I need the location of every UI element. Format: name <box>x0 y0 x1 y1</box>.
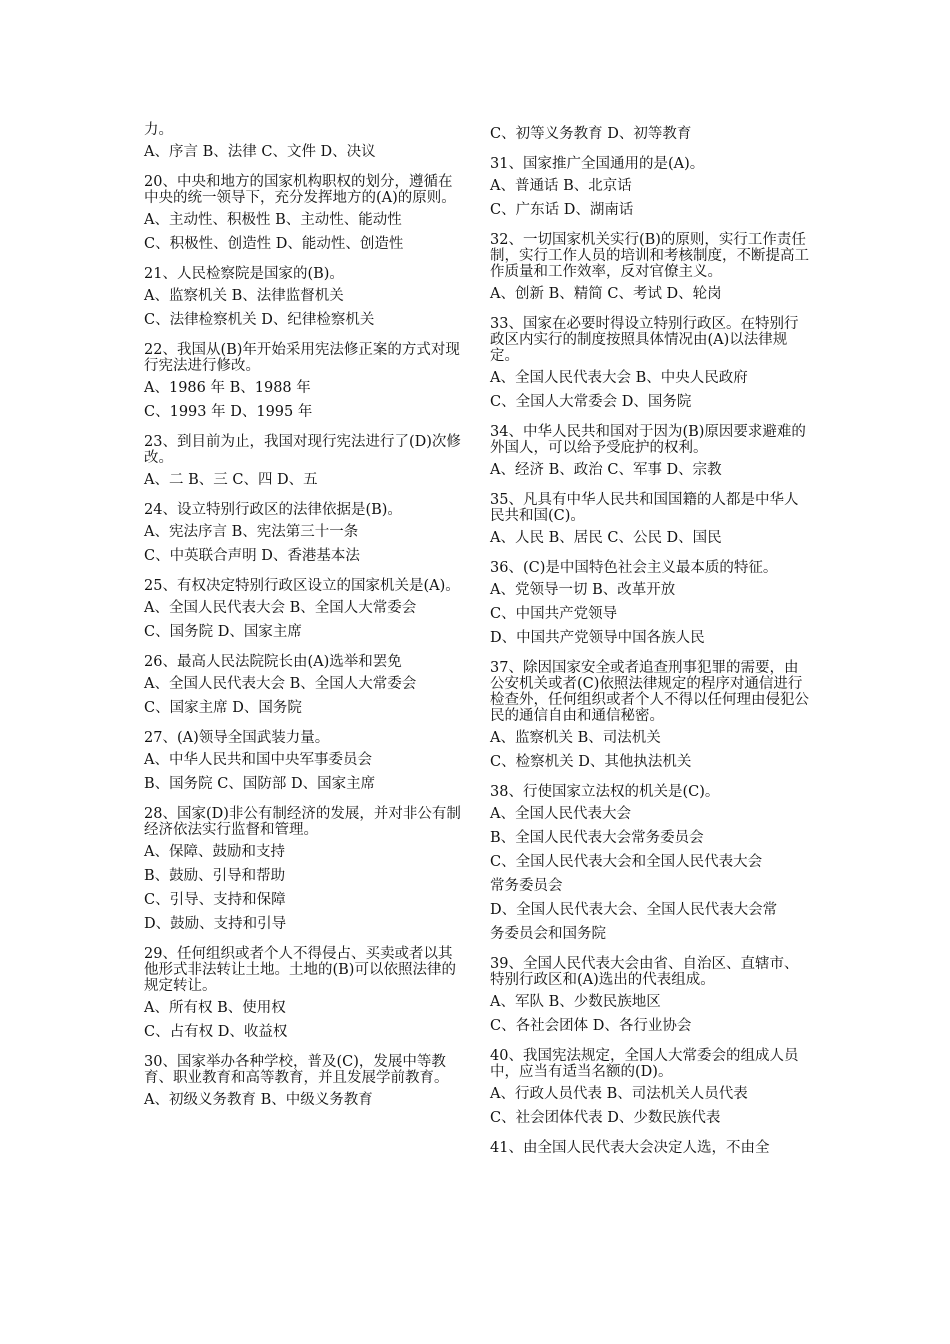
answer-options: A、全国人民代表大会 B、全国人大常委会 <box>144 676 417 692</box>
answer-options: C、检察机关 D、其他执法机关 <box>490 754 692 770</box>
answer-options: C、社会团体代表 D、少数民族代表 <box>490 1110 721 1126</box>
answer-options: 务委员会和国务院 <box>490 926 606 942</box>
question-text: 29、任何组织或者个人不得侵占、买卖或者以其他形式非法转让土地。土地的(B)可以依照法律的规定转让。 <box>144 946 456 994</box>
question-text: 33、国家在必要时得设立特别行政区。在特别行政区内实行的制度按照具体情况由(A)以法律规定。 <box>490 316 799 364</box>
answer-options: A、全国人民代表大会 B、全国人大常委会 <box>144 600 417 616</box>
answer-options: A、中华人民共和国中央军事委员会 <box>144 752 372 768</box>
question-text: 25、有权决定特别行政区设立的国家机关是(A)。 <box>144 578 460 594</box>
answer-options: A、1986 年 B、1988 年 <box>144 380 311 396</box>
answer-options: A、宪法序言 B、宪法第三十一条 <box>144 524 359 540</box>
answer-options: B、鼓励、引导和帮助 <box>144 868 286 884</box>
question-text: 26、最高人民法院院长由(A)选举和罢免 <box>144 654 402 670</box>
answer-options: A、人民 B、居民 C、公民 D、国民 <box>490 530 722 546</box>
question-text: 36、(C)是中国特色社会主义最本质的特征。 <box>490 560 778 576</box>
answer-options: A、保障、鼓励和支持 <box>144 844 285 860</box>
answer-options: C、全国人民代表大会和全国人民代表大会 <box>490 854 763 870</box>
answer-options: A、所有权 B、使用权 <box>144 1000 286 1016</box>
answer-options: C、中国共产党领导 <box>490 606 618 622</box>
left-column <box>144 122 466 1110</box>
answer-options: C、国务院 D、国家主席 <box>144 624 302 640</box>
answer-options: C、广东话 D、湖南话 <box>490 202 634 218</box>
question-text: 力。 <box>144 122 173 138</box>
question-text: 40、我国宪法规定，全国人大常委会的组成人员中，应当有适当名额的(D)。 <box>490 1048 799 1080</box>
answer-options: B、国务院 C、国防部 D、国家主席 <box>144 776 376 792</box>
answer-options: A、序言 B、法律 C、文件 D、决议 <box>144 144 376 160</box>
question-text: 24、设立特别行政区的法律依据是(B)。 <box>144 502 402 518</box>
answer-options: C、各社会团体 D、各行业协会 <box>490 1018 692 1034</box>
answer-options: C、1993 年 D、1995 年 <box>144 404 313 420</box>
answer-options: A、全国人民代表大会 <box>490 806 631 822</box>
answer-options: A、党领导一切 B、改革开放 <box>490 582 676 598</box>
answer-options: A、行政人员代表 B、司法机关人员代表 <box>490 1086 748 1102</box>
answer-options: C、中英联合声明 D、香港基本法 <box>144 548 360 564</box>
answer-options: A、主动性、积极性 B、主动性、能动性 <box>144 212 402 228</box>
question-text: 21、人民检察院是国家的(B)。 <box>144 266 344 282</box>
answer-options: A、普通话 B、北京话 <box>490 178 632 194</box>
answer-options: A、全国人民代表大会 B、中央人民政府 <box>490 370 748 386</box>
answer-options: A、监察机关 B、司法机关 <box>490 730 661 746</box>
right-column <box>490 122 812 1156</box>
answer-options: A、二 B、三 C、四 D、五 <box>144 472 318 488</box>
answer-options: A、军队 B、少数民族地区 <box>490 994 661 1010</box>
answer-options: A、初级义务教育 B、中级义务教育 <box>144 1092 373 1108</box>
question-text: 30、国家举办各种学校，普及(C)，发展中等教育、职业教育和高等教育，并且发展学前教育。 <box>144 1054 449 1086</box>
question-text: 20、中央和地方的国家机构职权的划分，遵循在中央的统一领导下，充分发挥地方的(A)的原则。 <box>144 174 456 206</box>
question-text: 23、到目前为止，我国对现行宪法进行了(D)次修改。 <box>144 434 461 466</box>
answer-options: A、创新 B、精简 C、考试 D、轮岗 <box>490 286 722 302</box>
answer-options: C、初等义务教育 D、初等教育 <box>490 126 692 142</box>
answer-options: A、经济 B、政治 C、军事 D、宗教 <box>490 462 722 478</box>
question-text: 32、一切国家机关实行(B)的原则，实行工作责任制，实行工作人员的培训和考核制度，不断提高工作质量和工作效率，反对官僚主义。 <box>490 232 809 280</box>
answer-options: D、中国共产党领导中国各族人民 <box>490 630 705 646</box>
answer-options: C、法律检察机关 D、纪律检察机关 <box>144 312 375 328</box>
question-text: 37、除因国家安全或者追查刑事犯罪的需要，由公安机关或者(C)依照法律规定的程序对通信进行检查外，任何组织或者个人不得以任何理由侵犯公民的通信自由和通信秘密。 <box>490 660 809 724</box>
answer-options: C、占有权 D、收益权 <box>144 1024 288 1040</box>
question-text: 27、(A)领导全国武装力量。 <box>144 730 330 746</box>
answer-options: C、国家主席 D、国务院 <box>144 700 302 716</box>
answer-options: B、全国人民代表大会常务委员会 <box>490 830 704 846</box>
answer-options: D、鼓励、支持和引导 <box>144 916 287 932</box>
answer-options: 常务委员会 <box>490 878 563 894</box>
question-text: 41、由全国人民代表大会决定人选，不由全 <box>490 1140 770 1156</box>
answer-options: C、积极性、创造性 D、能动性、创造性 <box>144 236 404 252</box>
answer-options: D、全国人民代表大会、全国人民代表大会常 <box>490 902 778 918</box>
question-text: 39、全国人民代表大会由省、自治区、直辖市、特别行政区和(A)选出的代表组成。 <box>490 956 799 988</box>
answer-options: A、监察机关 B、法律监督机关 <box>144 288 344 304</box>
question-text: 22、我国从(B)年开始采用宪法修正案的方式对现行宪法进行修改。 <box>144 342 460 374</box>
question-text: 35、凡具有中华人民共和国国籍的人都是中华人民共和国(C)。 <box>490 492 799 524</box>
question-text: 31、国家推广全国通用的是(A)。 <box>490 156 705 172</box>
question-text: 34、中华人民共和国对于因为(B)原因要求避难的外国人，可以给予受庇护的权利。 <box>490 424 806 456</box>
question-text: 38、行使国家立法权的机关是(C)。 <box>490 784 720 800</box>
answer-options: C、全国人大常委会 D、国务院 <box>490 394 692 410</box>
question-text: 28、国家(D)非公有制经济的发展，并对非公有制经济依法实行监督和管理。 <box>144 806 461 838</box>
answer-options: C、引导、支持和保障 <box>144 892 286 908</box>
